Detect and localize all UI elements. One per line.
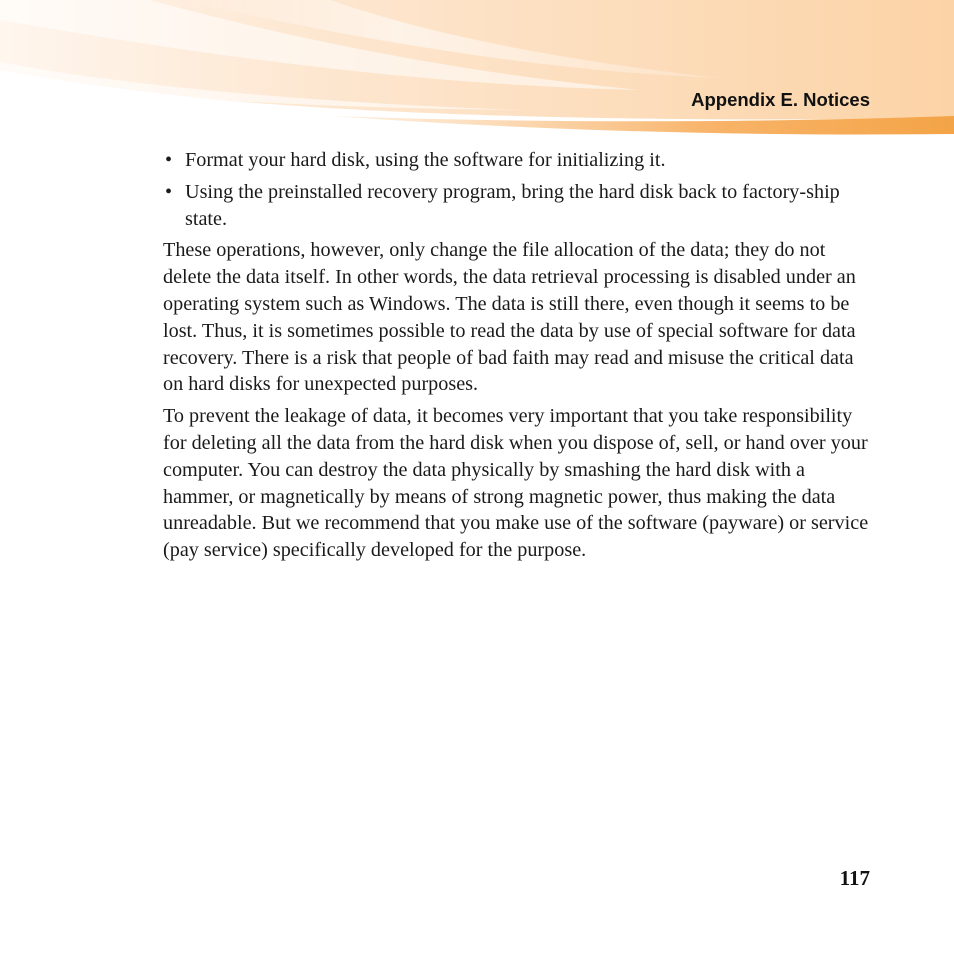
bullet-icon: • [165, 180, 173, 203]
paragraph-data-deletion-limits: These operations, however, only change the file allocation of the data; they do not delete the data itself. In other words, the data retrieval processing is disabled under an operating system such as Windows. The data is still there, even though it seems to be lost. Thus, it is sometimes possible to read the data by use of special software for data recovery. There is a risk that people of bad faith may read and misuse the critical data on hard disks for unexpected purposes. [163, 239, 856, 396]
header-decorative-band [0, 0, 954, 140]
paragraph-data-leakage-prevention: To prevent the leakage of data, it becomes very important that you take responsibility for deleting all the data from the hard disk when you dispose of, sell, or hand over your computer. You can destroy the data physically by smashing the hard disk with a hammer, or magnetically by means of strong magnetic power, thus making the data unreadable. But we recommend that you make use of the software (payware) or service (pay service) specifically developed for the purpose. [163, 405, 869, 562]
list-item-text: Using the preinstalled recovery program, bring the hard disk back to factory-ship state. [185, 180, 840, 230]
bullet-icon: • [165, 149, 173, 171]
bullet-list [163, 147, 869, 232]
list-item [163, 147, 869, 174]
list-item [163, 179, 869, 233]
section-title: Appendix E. Notices [691, 89, 870, 110]
page-number: 117 [839, 866, 870, 890]
header-swoosh-graphic [0, 0, 954, 140]
body-content [163, 147, 869, 564]
list-item-text: Format your hard disk, using the software for initializing it. [185, 149, 666, 171]
